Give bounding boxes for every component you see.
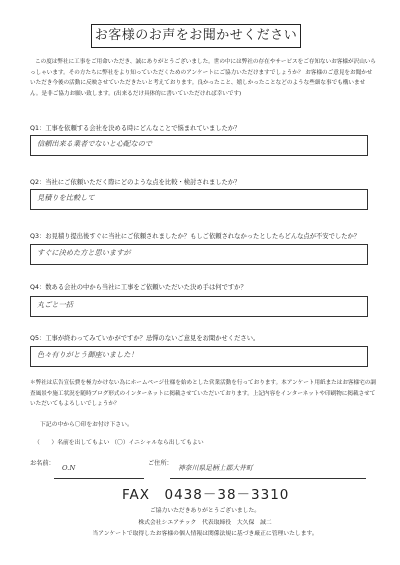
question-3-answer: すぐに決めた方と思いますが xyxy=(37,248,131,257)
question-4-answer-box[interactable] xyxy=(30,296,368,317)
question-2-answer-box[interactable] xyxy=(30,189,368,210)
question-5-label: Q5：工事が終わってみていかがですか？忌憚のないご意見をお聞かせください。 xyxy=(30,335,260,342)
question-3-label: Q3：お見積り提出後すぐに当社にご依頼されましたか？もしご依頼されなかったとしたらどんな点が不安でしたか？ xyxy=(30,233,361,240)
intro-paragraph: この度は弊社に工事をご用命いただき、誠にありがとうございました。世の中には弊社の存在やサービスをご存知ないお客様が沢山いらっしゃいます。その方たちに弊社をより知っていただくためのアンケートにご協力いただけますでしょうか？ お客様のご意見をお聞かせいただき今後の活動に反映させていただきたいと考えております。良かったこと、嬉しかったことなどのような些細な事でも構いません。是非ご協力お願い致します。(出来るだけ具体的に書いていただければ幸いです) xyxy=(30,59,376,98)
question-1-label: Q1：工事を依頼する会社を決める時にどんなことで悩まれていましたか？ xyxy=(30,125,241,132)
option-initial-ok[interactable]: （〇）イニシャルなら出してもよい xyxy=(111,440,204,446)
address-field[interactable] xyxy=(170,462,366,479)
consent-instruction: 下記の中から〇印をお付け下さい。 xyxy=(40,422,133,428)
question-1-answer: 信頼出来る業者でないと心配なので xyxy=(37,139,153,148)
name-label: お名前： xyxy=(30,460,55,467)
question-1-answer-box[interactable] xyxy=(30,135,368,156)
address-label: ご住所： xyxy=(148,460,173,467)
footer xyxy=(40,506,370,541)
consent-options xyxy=(34,438,204,448)
option-name-ok[interactable]: （ ）名前を出してもよい xyxy=(34,440,110,446)
question-2-label: Q2：当社にご依頼いただく際にどのような点を比較・検討されましたか？ xyxy=(30,179,241,186)
publication-note: ＊弊社は広告宣伝費を極力かけない為にホームページ仕様を始めとした営業活動を行っております。本アンケート用紙またはお客様宅の調査風景や施工状況を随時ブログ形式のインターネットに掲載させていただいております。上記内容をインターネットや印刷物に掲載させていただいてもよろしいでしょうか？ xyxy=(30,380,376,408)
company-signature: 株式会社シエアテック 代表取締役 大久保 誠二 xyxy=(138,519,272,526)
address-value: 神奈川県足柄上郡大井町 xyxy=(178,464,253,472)
question-4-answer: 丸ごと一括 xyxy=(37,300,73,309)
name-field[interactable] xyxy=(54,462,144,479)
question-5-answer-box[interactable] xyxy=(30,346,368,367)
page-title: お客様のお声をお聞かせください xyxy=(91,24,301,48)
thanks-text: ご協力いただきありがとうございました。 xyxy=(149,508,261,514)
question-2-answer: 見積りを比較して xyxy=(37,193,95,202)
question-3-answer-box[interactable] xyxy=(30,244,368,265)
question-4-label: Q4：数ある会社の中から当社に工事をご依頼いただいた決め手は何ですか？ xyxy=(30,284,247,291)
fax-number: FAX 0438－38－3310 xyxy=(122,487,290,503)
name-value: O.N xyxy=(62,464,76,472)
question-5-answer: 色々有りがとう御座いました！ xyxy=(37,350,138,359)
name-address-row xyxy=(30,460,370,478)
privacy-notice: 当アンケートで取得したお客様の個人情報は関係法規に基づき厳正に管理いたします。 xyxy=(92,531,318,537)
